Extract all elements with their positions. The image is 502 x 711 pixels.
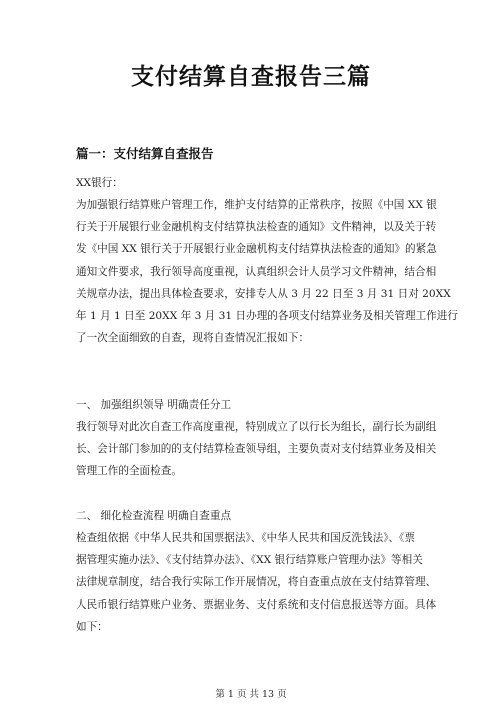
salutation-text: XX银行：	[76, 177, 123, 189]
paragraph-line: 如下：	[76, 620, 108, 633]
paragraph-leadership	[76, 416, 437, 483]
paragraph-line: 检查组依据《中华人民共和国票据法》、《中华人民共和国反洗钱法》、《票	[76, 532, 415, 544]
paragraph-line: 发《中国 XX 银行关于开展银行业金融机构支付结算执法检查的通知》的紧急	[76, 243, 437, 256]
subheading-one	[76, 394, 428, 416]
paragraph-line: 据管理实施办法》、《支付结算办法》、《XX 银行结算账户管理办法》等相关	[76, 554, 423, 567]
paragraph-line: 我行领导对此次自查工作高度重视，特别成立了以行长为组长，副行长为副组	[76, 421, 437, 433]
paragraph-line: 长、会计部门参加的的支付结算检查领导组，主要负责对支付结算业务及相关	[76, 443, 437, 456]
subheading-two	[76, 505, 428, 527]
paragraph-checklist	[76, 527, 437, 638]
salutation	[76, 172, 428, 194]
paragraph-line: 关规章办法，提出具体检查要求，安排专人从 3 月 22 日至 3 月 31 日对 20XX	[76, 287, 451, 300]
paragraph-line: 管理工作的全面检查。	[76, 465, 182, 478]
paragraph-intro	[76, 194, 458, 349]
subheading-text: 一、 加强组织领导 明确责任分工	[76, 399, 232, 411]
paragraph-line: 法律规章制度，结合我行实际工作开展情况，将自查重点放在支付结算管理、	[76, 576, 437, 589]
paragraph-line: 了一次全面细致的自查，现将自查情况汇报如下：	[76, 332, 310, 345]
paragraph-line: 通知文件要求，我行领导高度重视，认真组织会计人员学习文件精神，结合相	[76, 265, 437, 278]
paragraph-line: 年 1 月 1 日至 20XX 年 3 月 31 日办理的各项支付结算业务及相关管理工作进行	[76, 309, 458, 322]
paragraph-line: 人民币银行结算账户业务、票据业务、支付系统和支付信息报送等方面。具体	[76, 598, 437, 611]
page-footer: 第 1 页 共 13 页	[215, 689, 287, 700]
section-heading: 篇一：支付结算自查报告	[76, 146, 214, 161]
document-title: 支付结算自查报告三篇	[131, 64, 371, 90]
paragraph-line: 行关于开展银行业金融机构支付结算执法检查的通知》文件精神，以及关于转	[76, 221, 437, 234]
subheading-text: 二、 细化检查流程 明确自查重点	[76, 510, 232, 522]
paragraph-line: 为加强银行结算账户管理工作，维护支付结算的正常秩序，按照《中国 XX 银	[76, 199, 437, 211]
